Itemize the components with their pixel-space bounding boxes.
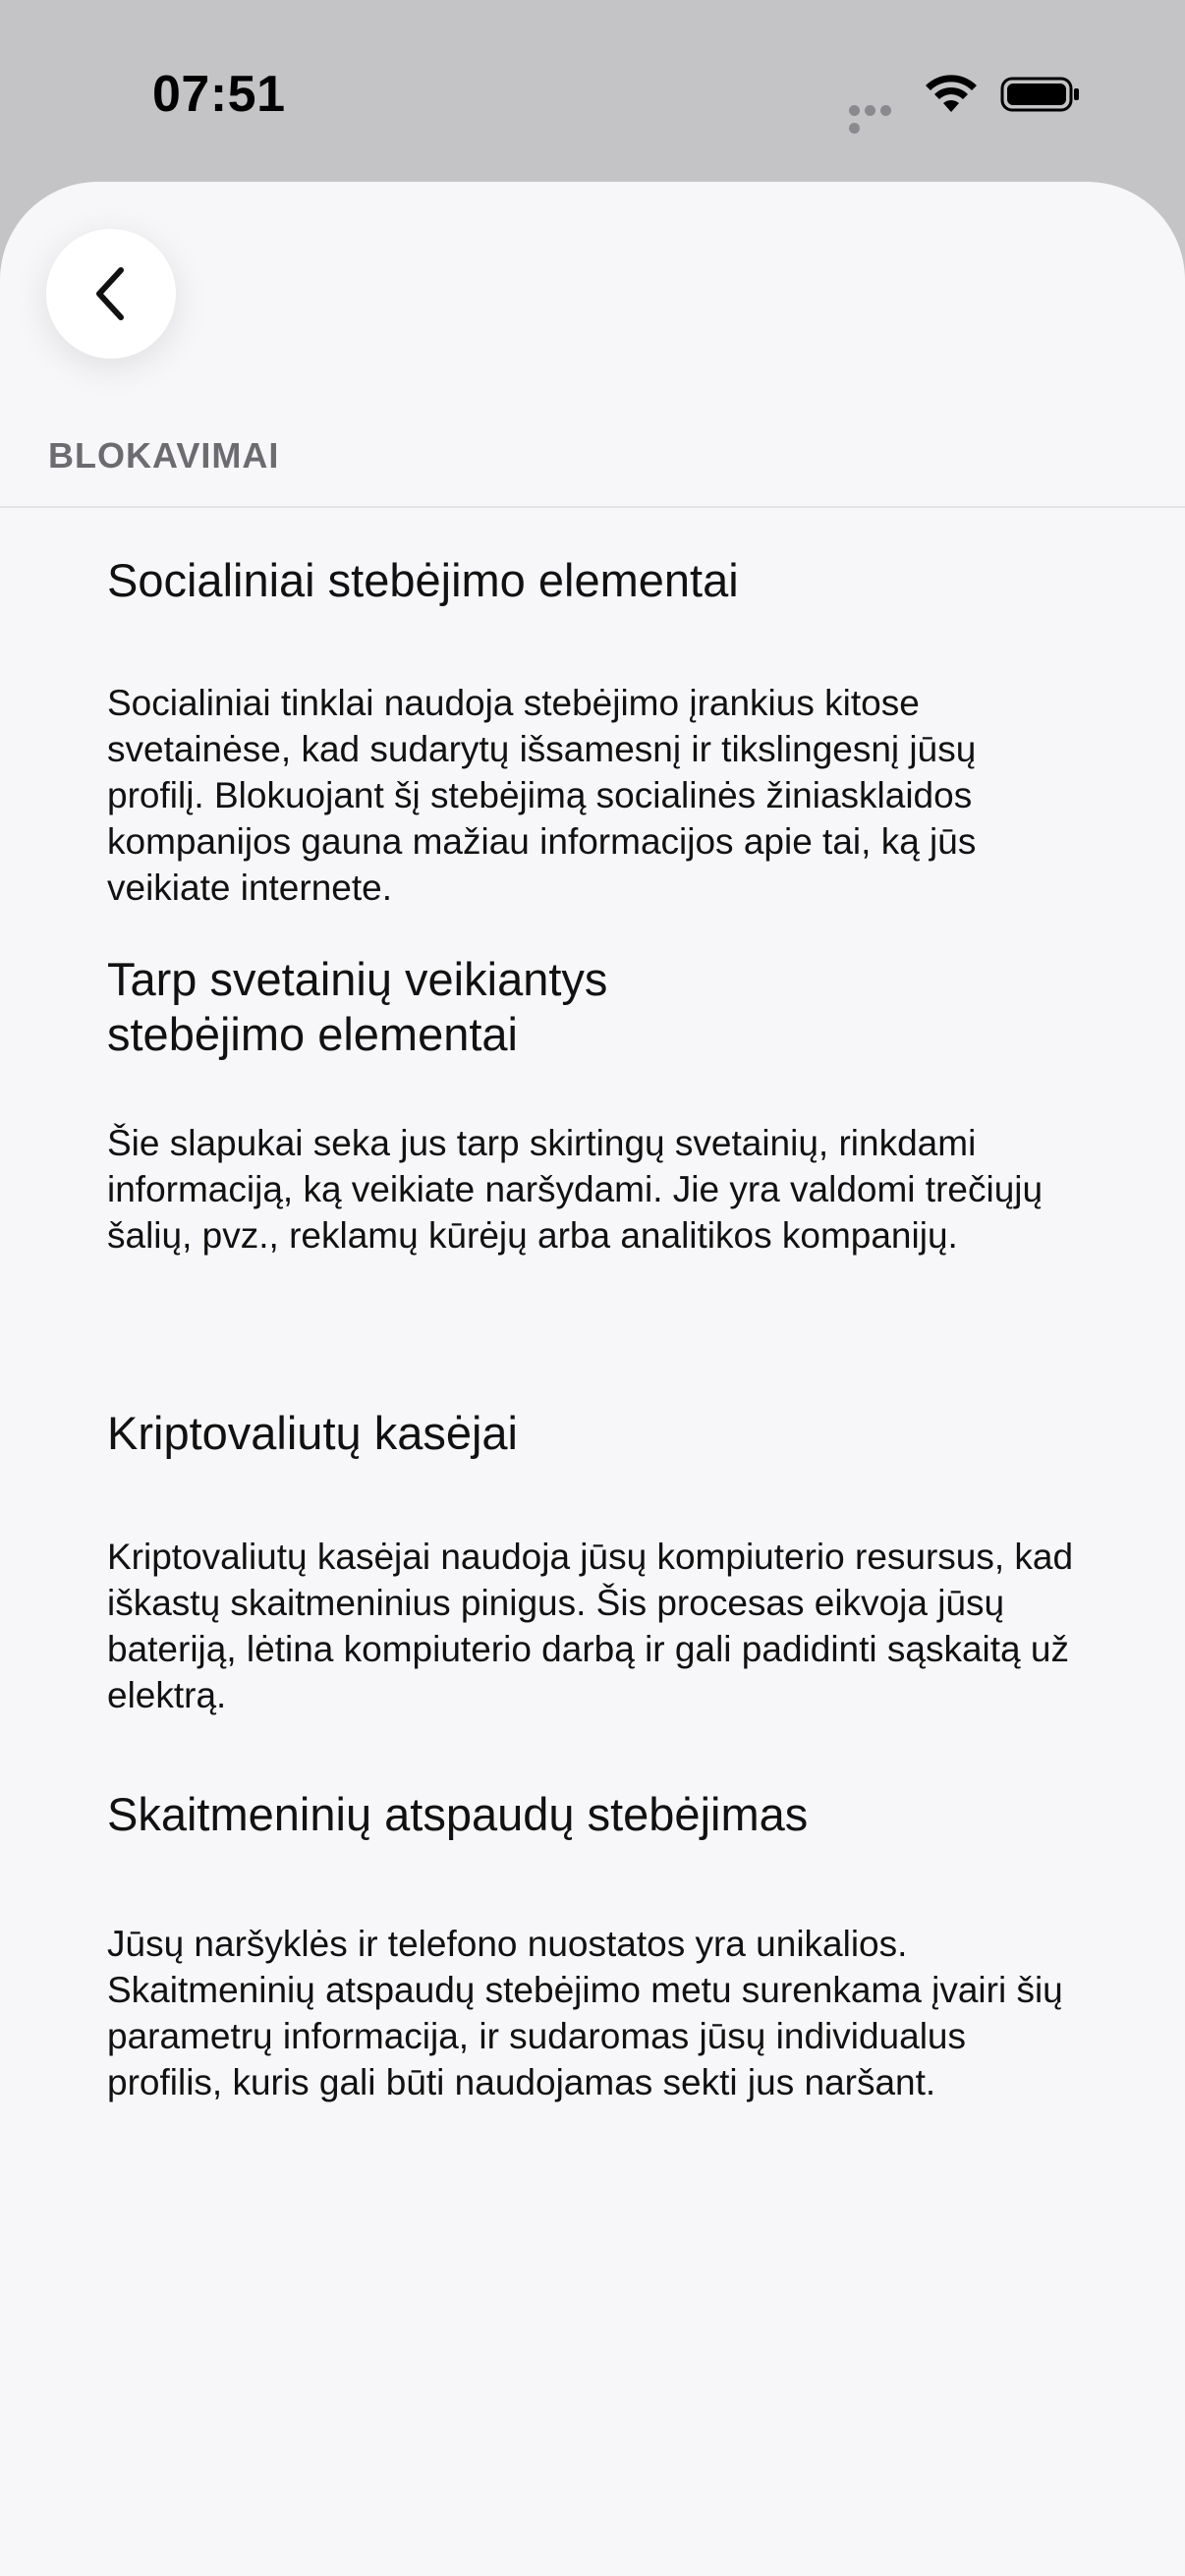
list-item xyxy=(107,1406,1080,1718)
list-item xyxy=(107,1787,1080,2105)
content-sheet xyxy=(0,182,1185,2576)
list-item xyxy=(107,553,1080,911)
status-time: 07:51 xyxy=(152,66,286,123)
item-description: Jūsų naršyklės ir telefono nuostatos yra unikalios. Skaitmeninių atspaudų stebėjimo metu surenkama įvairi šių parametrų informacija, ir sudaromas jūsų individualus profilis, kuris gali būti naudojamas sekti jus naršant. xyxy=(107,1924,1063,2102)
item-description: Šie slapukai seka jus tarp skirtingų svetainių, rinkdami informaciją, ką veikiate naršydami. Jie yra valdomi trečiųjų šalių, pvz., reklamų kūrėjų arba analitikos kompanijų. xyxy=(107,1123,1044,1256)
item-title: Skaitmeninių atspaudų stebėjimas xyxy=(107,1788,809,1840)
back-button[interactable] xyxy=(46,229,176,359)
battery-icon xyxy=(1000,75,1081,114)
item-title: Socialiniai stebėjimo elementai xyxy=(107,554,739,606)
cellular-signal-icon xyxy=(849,103,908,115)
status-bar xyxy=(0,0,1185,182)
item-title: Kriptovaliutų kasėjai xyxy=(107,1407,518,1459)
list-item xyxy=(107,952,1080,1259)
section-title: BLOKAVIMAI xyxy=(48,435,280,476)
divider xyxy=(0,506,1185,508)
item-description: Kriptovaliutų kasėjai naudoja jūsų kompiuterio resursus, kad iškastų skaitmeninius pinigus. Šis procesas eikvoja jūsų bateriją, lėtina kompiuterio darbą ir gali padidinti sąskaitą už elektrą. xyxy=(107,1537,1074,1715)
wifi-icon xyxy=(924,73,979,114)
item-description: Socialiniai tinklai naudoja stebėjimo įrankius kitose svetainėse, kad sudarytų išsamesnį ir tikslingesnį jūsų profilį. Blokuojant šį stebėjimą socialinės žiniasklaidos kompanijos gauna mažiau informacijos apie tai, ką jūs veikiate internete. xyxy=(107,683,977,908)
chevron-left-icon xyxy=(89,264,133,323)
item-title: Tarp svetainių veikiantys stebėjimo elementai xyxy=(107,953,608,1060)
